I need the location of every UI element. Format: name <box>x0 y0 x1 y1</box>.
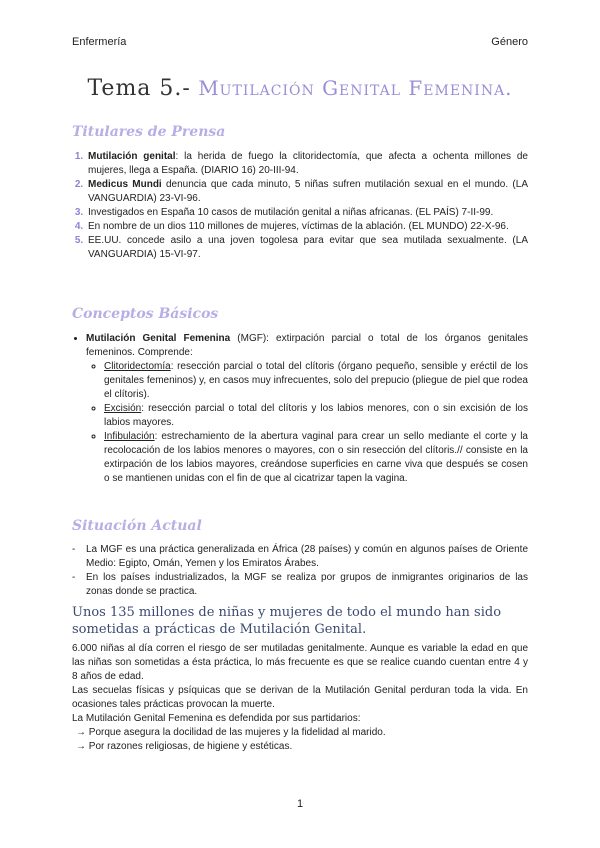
title-rest: Mutilación Genital Femenina. <box>190 76 513 100</box>
list-item: 1. Mutilación genital: la herida de fuego la clitoridectomía, que afecta a ochenta millones de mujeres, llega a España. (DIARIO 16) 20-III-94. <box>86 150 528 178</box>
title-prefix: Tema 5.- <box>87 76 191 101</box>
list-item: 4. En nombre de un dios 110 millones de mujeres, víctimas de la ablación. (EL MUNDO) 22-X-96. <box>86 220 528 234</box>
news-list-block <box>72 150 528 262</box>
highlight-statement: Unos 135 millones de niñas y mujeres de todo el mundo han sido sometidas a prácticas de Mutilación Genital. <box>72 605 502 637</box>
header-subject: Enfermería <box>72 36 127 48</box>
paragraph: 6.000 niñas al día corren el riesgo de ser mutiladas genitalmente. Aunque es variable la edad en que las niñas son sometidas a ésta práctica, lo más frecuente es que se realice cuando cuentan entre 4 y 8 años de edad. <box>72 643 528 682</box>
paragraph: La Mutilación Genital Femenina es defendida por sus partidarios: <box>72 713 361 724</box>
page-title <box>0 76 600 101</box>
section-conceptos: Conceptos Básicos <box>72 306 219 322</box>
concepts-sublist <box>86 360 528 486</box>
section-titulares: Titulares de Prensa <box>72 124 226 140</box>
list-item: 3. Investigados en España 10 casos de mutilación genital a niñas africanas. (EL PAÍS) 7-II-99. <box>86 206 528 220</box>
page-number: 1 <box>296 798 304 810</box>
situation-block <box>72 543 528 599</box>
header-topic: Género <box>491 36 528 48</box>
news-list <box>72 150 528 262</box>
paragraph: Las secuelas físicas y psíquicas que se derivan de la Mutilación Genital perduran toda la vida. En ocasiones tales prácticas provocan la muerte. <box>72 685 528 710</box>
list-item: ◦ Infibulación: estrechamiento de la abertura vaginal para crear un sello mediante el corte y la recolocación de los labios menores o mayores, con o sin resección del clítoris.// consiste en la extirpación de los labios mayores, creándose superficies en carne viva que después se cosen o se mantienen unidas con el fin de que al cicatrizar tapen la vagina. <box>104 430 528 486</box>
list-item: • Mutilación Genital Femenina (MGF): extirpación parcial o total de los órganos genitales femeninos. Comprende: ◦ Clitoridectomía: resección parcial o total del clítoris (órgano pequeño, sensible y eréctil de los genitales femeninos) y, en casos muy infrecuentes, solo del prepucio (pliegue de piel que rodea el clítoris). ◦ Excisión: resección parcial o total del clítoris y los labios menores, con o sin excisión de los labios mayores. ◦ Infibulación: estrechamiento de la abertura vaginal para crear un sello mediante el corte y la recolocación de los labios menores o mayores, con o sin resección del clítoris.// consiste en la extirpación de los labios mayores, creándose superficies en carne viva que después se cosen o se mantienen unidas con el fin de que al cicatrizar tapen la vagina. <box>86 332 528 486</box>
concepts-list <box>72 332 528 486</box>
list-item: ◦ Clitoridectomía: resección parcial o total del clítoris (órgano pequeño, sensible y eréctil de los genitales femeninos) y, en casos muy infrecuentes, solo del prepucio (pliegue de piel que rodea el clítoris). <box>104 360 528 402</box>
list-item: - En los países industrializados, la MGF se realiza por grupos de inmigrantes originarios de las zonas donde se practica. <box>86 571 528 599</box>
paragraphs-block <box>72 642 528 754</box>
reason-item: → Porque asegura la docilidad de las mujeres y la fidelidad al marido. <box>76 727 386 738</box>
list-item: ◦ Excisión: resección parcial o total del clítoris y los labios menores, con o sin excisión de los labios mayores. <box>104 402 528 430</box>
list-item: - La MGF es una práctica generalizada en África (28 países) y común en algunos países de Oriente Medio: Egipto, Omán, Yemen y los Emiratos Árabes. <box>86 543 528 571</box>
list-item: 5. EE.UU. concede asilo a una joven togolesa para evitar que sea mutilada sexualmente. (LA VANGUARDIA) 15-VI-97. <box>86 234 528 262</box>
concepts-block <box>72 332 528 486</box>
list-item: 2. Medicus Mundi denuncia que cada minuto, 5 niñas sufren mutilación sexual en el mundo. (LA VANGUARDIA) 23-VI-96. <box>86 178 528 206</box>
situation-list <box>72 543 528 599</box>
section-situacion: Situación Actual <box>72 518 202 534</box>
reason-item: → Por razones religiosas, de higiene y estéticas. <box>76 741 293 752</box>
